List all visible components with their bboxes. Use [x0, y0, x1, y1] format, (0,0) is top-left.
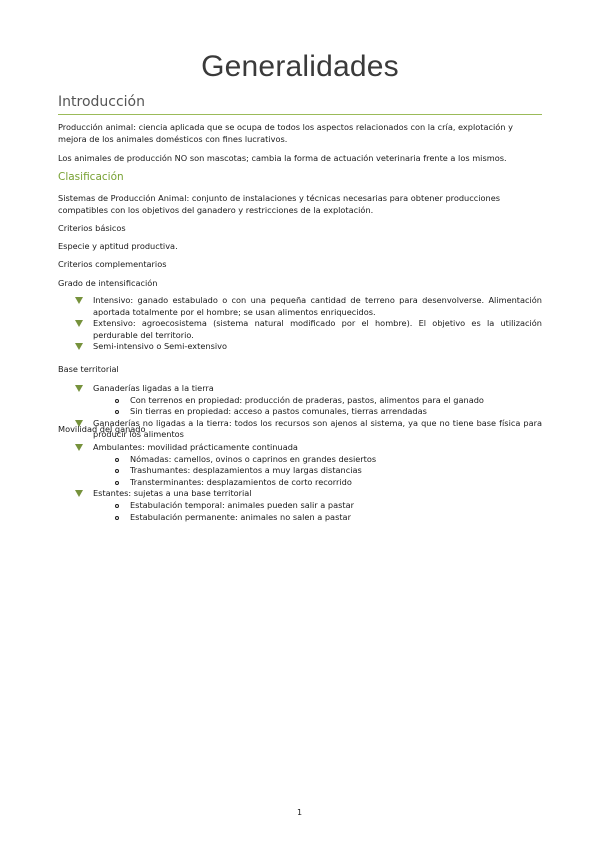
intro-paragraph-1: Producción animal: ciencia aplicada que se ocupa de todos los aspectos relacionados con la cría, explotación y mejora de los animales domésticos con fines lucrativos. — [58, 122, 513, 144]
list-subitem: Trashumantes: desplazamientos a muy largas distancias — [58, 465, 542, 477]
page-number: 1 — [296, 808, 303, 817]
list-movilidad — [58, 442, 542, 523]
text-especie: Especie y aptitud productiva. — [58, 241, 178, 251]
list-item: Extensivo: agroecosistema (sistema natural modificado por el hombre). El objetivo es la utilización perdurable del territorio. — [58, 318, 542, 341]
label-criterios-basicos: Criterios básicos — [58, 223, 126, 233]
label-grado-intensificacion: Grado de intensificación — [58, 278, 158, 288]
triangle-bullet-icon — [75, 297, 83, 304]
intro-paragraph-2: Los animales de producción NO son mascotas; cambia la forma de actuación veterinaria frente a los mismos. — [58, 153, 507, 163]
triangle-bullet-icon — [75, 385, 83, 392]
list-grado — [58, 295, 542, 353]
circle-bullet-icon — [115, 399, 119, 403]
triangle-bullet-icon — [75, 490, 83, 497]
list-subitem: Nómadas: camellos, ovinos o caprinos en grandes desiertos — [58, 454, 542, 466]
list-subitem: Estabulación permanente: animales no salen a pastar — [58, 512, 542, 524]
list-item: Ambulantes: movilidad prácticamente continuada — [58, 442, 542, 454]
heading-clasificacion: Clasificación — [58, 171, 124, 183]
clasificacion-paragraph: Sistemas de Producción Animal: conjunto de instalaciones y técnicas necesarias para obtener producciones compatibles con los objetivos del ganadero y restricciones de la explotación. — [58, 193, 501, 215]
circle-bullet-icon — [115, 504, 119, 508]
list-subitem: Sin tierras en propiedad: acceso a pastos comunales, tierras arrendadas — [58, 406, 542, 418]
list-item: Semi-intensivo o Semi-extensivo — [58, 341, 542, 353]
circle-bullet-icon — [115, 410, 119, 414]
label-base-territorial: Base territorial — [58, 364, 119, 374]
triangle-bullet-icon — [75, 343, 83, 350]
circle-bullet-icon — [115, 469, 119, 473]
circle-bullet-icon — [115, 458, 119, 462]
circle-bullet-icon — [115, 481, 119, 485]
list-item: Ganaderías no ligadas a la tierra: todos los recursos son ajenos al sistema, ya que no tiene base física para producir los alimentos — [58, 418, 542, 441]
label-movilidad: Movilidad del ganado — [58, 424, 146, 434]
page-title: Generalidades — [201, 50, 399, 83]
triangle-bullet-icon — [75, 444, 83, 451]
list-item: Ganaderías ligadas a la tierra — [58, 383, 542, 395]
triangle-bullet-icon — [75, 320, 83, 327]
list-item: Estantes: sujetas a una base territorial — [58, 488, 542, 500]
heading-introduccion: Introducción — [58, 94, 542, 115]
list-item: Intensivo: ganado estabulado o con una pequeña cantidad de terreno para desenvolverse. Alimentación aportada totalmente por el hombre; se usan alimentos enriquecidos. — [58, 295, 542, 318]
list-subitem: Con terrenos en propiedad: producción de praderas, pastos, alimentos para el ganado — [58, 395, 542, 407]
label-criterios-complementarios: Criterios complementarios — [58, 259, 167, 269]
list-subitem: Estabulación temporal: animales pueden salir a pastar — [58, 500, 542, 512]
list-subitem: Transterminantes: desplazamientos de corto recorrido — [58, 477, 542, 489]
circle-bullet-icon — [115, 516, 119, 520]
